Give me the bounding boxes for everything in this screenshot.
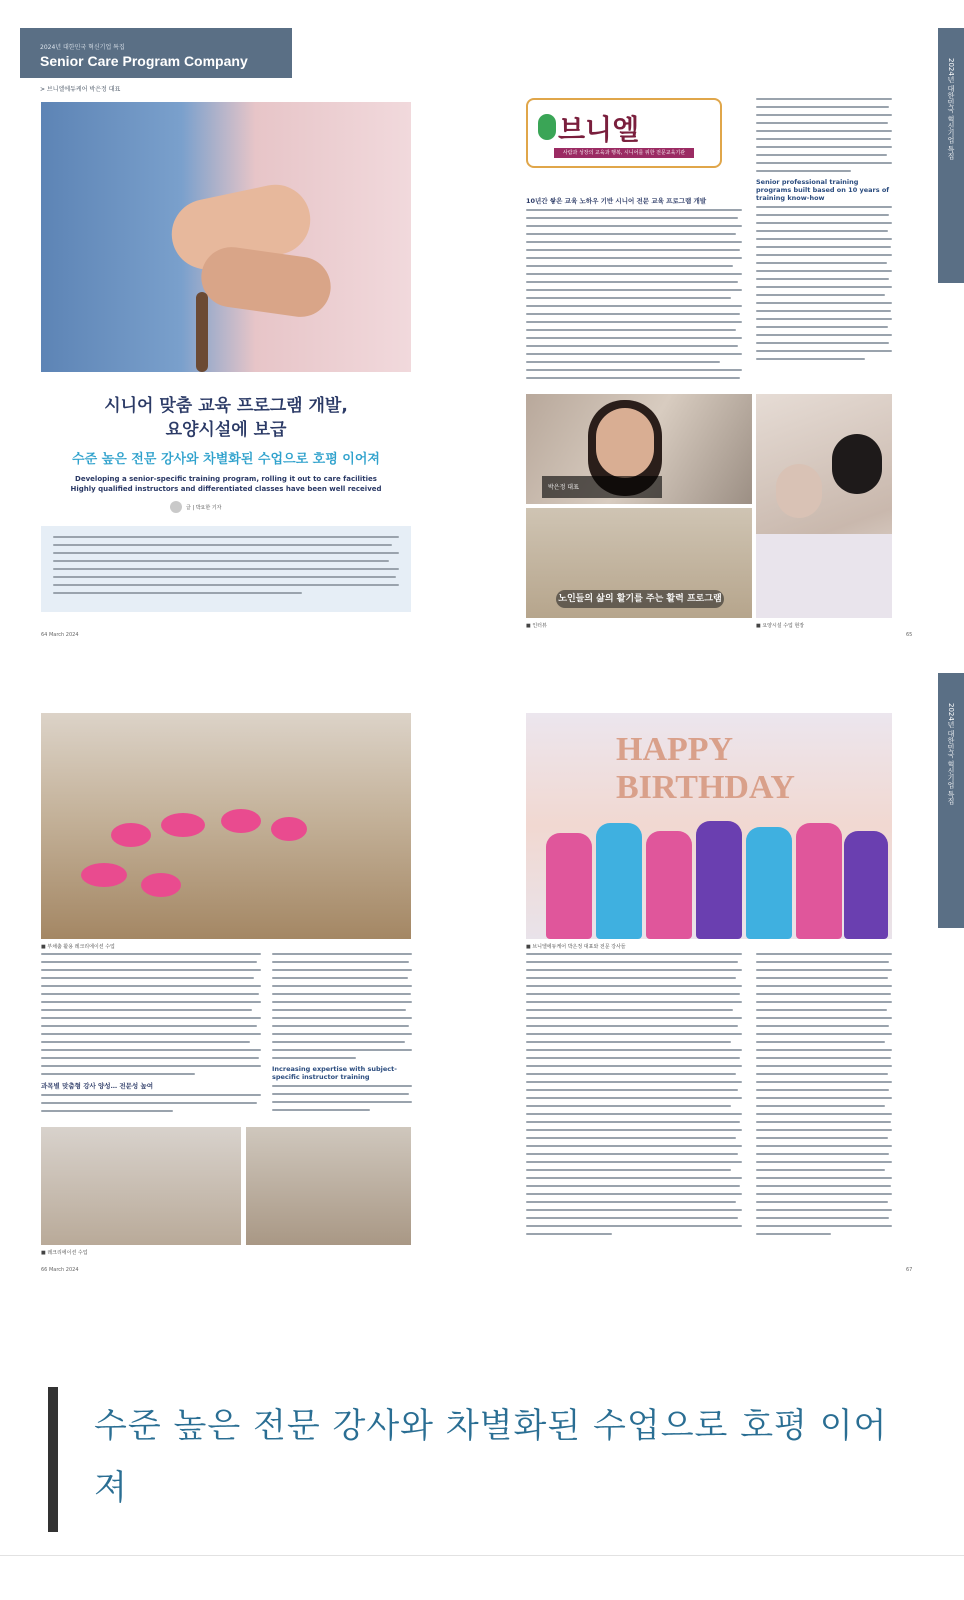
logo-mark-icon: [538, 114, 556, 140]
side-tab: 2024년 대한민국 혁신기업 특집: [938, 28, 964, 283]
magazine-spread-2: [20, 673, 964, 1313]
photo-caption: ■ 레크리에이션 수업: [41, 1250, 88, 1256]
column-text-lines: [756, 953, 892, 1235]
subheadline-english: Developing a senior-specific training program, rolling it out to care facilities Highly qualified instructors and differentiated classes have been well received: [70, 475, 382, 493]
page-67: [510, 673, 964, 1313]
person-shape: [696, 821, 742, 939]
section-header: [20, 28, 292, 78]
byline: [170, 501, 221, 513]
fan-dance-class-photo: [41, 713, 411, 939]
fan-shape: [161, 813, 205, 837]
balloon-letters: HAPPY BIRTHDAY: [616, 731, 795, 806]
author-avatar: [170, 501, 182, 513]
bniel-logo: [526, 98, 722, 168]
interview-photo: [526, 394, 752, 504]
intro-text-lines: [53, 536, 399, 600]
column-korean: [526, 953, 742, 1241]
person-shape: [832, 434, 882, 494]
column-english: [272, 953, 412, 1117]
pull-quote-text: 수준 높은 전문 강사와 차별화된 수업으로 호평 이어져: [94, 1406, 888, 1508]
column-text-lines: [41, 1094, 261, 1112]
intro-paragraph-box: [41, 526, 411, 612]
person-shape: [596, 823, 642, 939]
photo-caption: ■ 브니엘에듀케어 박은정 대표와 전문 강사들: [526, 944, 626, 950]
person-shape: [844, 831, 888, 939]
hospital-visit-photo: [756, 394, 892, 618]
fan-shape: [221, 809, 261, 833]
photo-caption: ■ 인터뷰: [526, 623, 547, 629]
column-korean: [41, 953, 261, 1118]
class-photo: [526, 508, 752, 618]
column-text-lines: [526, 209, 742, 379]
birthday-group-photo: [526, 713, 892, 939]
caption-bar: [542, 476, 662, 498]
page-65: [510, 28, 964, 660]
column-heading-english: Senior professional training programs built based on 10 years of training know-how: [756, 178, 890, 202]
caregiver-hands-photo: [41, 102, 411, 372]
face-shape: [596, 408, 654, 478]
logo-name: 브니엘: [558, 113, 640, 146]
subheadline-korean: 수준 높은 전문 강사와 차별화된 수업으로 호평 이어져: [72, 452, 380, 467]
column-text-lines: [756, 98, 892, 172]
side-tab: 2024년 대한민국 혁신기업 특집: [938, 673, 964, 928]
pull-quote: [48, 1387, 938, 1532]
header-title: Senior Care Program Company: [40, 53, 248, 69]
interview-caption: 박은정 대표: [548, 484, 579, 491]
fan-shape: [111, 823, 151, 847]
person-shape: [776, 464, 822, 518]
page-66: [20, 673, 492, 1313]
column-text-lines: [272, 1085, 412, 1111]
column-text-lines: [272, 953, 412, 1059]
column-text-lines: [756, 206, 892, 360]
fan-shape: [141, 873, 181, 897]
page-number: 66 March 2024: [41, 1267, 79, 1273]
column-text-lines: [41, 953, 261, 1075]
fan-shape: [271, 817, 307, 841]
instructor-ribbon-photo: [246, 1127, 411, 1245]
hand-shape: [197, 243, 334, 321]
person-shape: [646, 831, 692, 939]
divider: [0, 1555, 964, 1556]
bed-shape: [756, 534, 892, 618]
class-banner: 노인들의 삶의 활기를 주는 활력 프로그램: [556, 590, 724, 608]
page-number: 65: [906, 632, 913, 638]
column-english: [756, 953, 892, 1241]
photo-caption: ■ 부채춤 활용 레크리에이션 수업: [41, 944, 115, 950]
page-number: 67: [906, 1267, 913, 1273]
photo-caption: ■ 요양시설 수업 현장: [756, 623, 805, 629]
section-heading-korean: 과목별 맞춤형 강사 양성… 전문성 높여: [41, 1082, 153, 1090]
headline-korean: 시니어 맞춤 교육 프로그램 개발, 요양시설에 보급: [104, 396, 348, 440]
person-shape: [796, 823, 842, 939]
page-64: [20, 28, 492, 660]
byline-text: 글 | 박요한 기자: [186, 504, 222, 511]
cane-shape: [196, 292, 208, 372]
header-author: > 브니엘에듀케어 박은정 대표: [40, 86, 121, 93]
column-heading-korean: 10년간 쌓은 교육 노하우 기반 시니어 전문 교육 프로그램 개발: [526, 197, 707, 205]
column-korean: [526, 196, 742, 385]
ribbon-exercise-photo: [41, 1127, 241, 1245]
page-number: 64 March 2024: [41, 632, 79, 638]
fan-shape: [81, 863, 127, 887]
logo-tagline: 사람과 성장의 교육과 행복, 시니어를 위한 전문교육기관: [554, 148, 694, 158]
section-heading-english: Increasing expertise with subject-specific instructor training: [272, 1065, 397, 1081]
person-shape: [746, 827, 792, 939]
person-shape: [546, 833, 592, 939]
magazine-spread-1: [20, 28, 964, 660]
column-english: [756, 98, 892, 366]
header-subtitle: 2024년 대한민국 혁신기업 특집: [40, 44, 125, 51]
column-text-lines: [526, 953, 742, 1235]
